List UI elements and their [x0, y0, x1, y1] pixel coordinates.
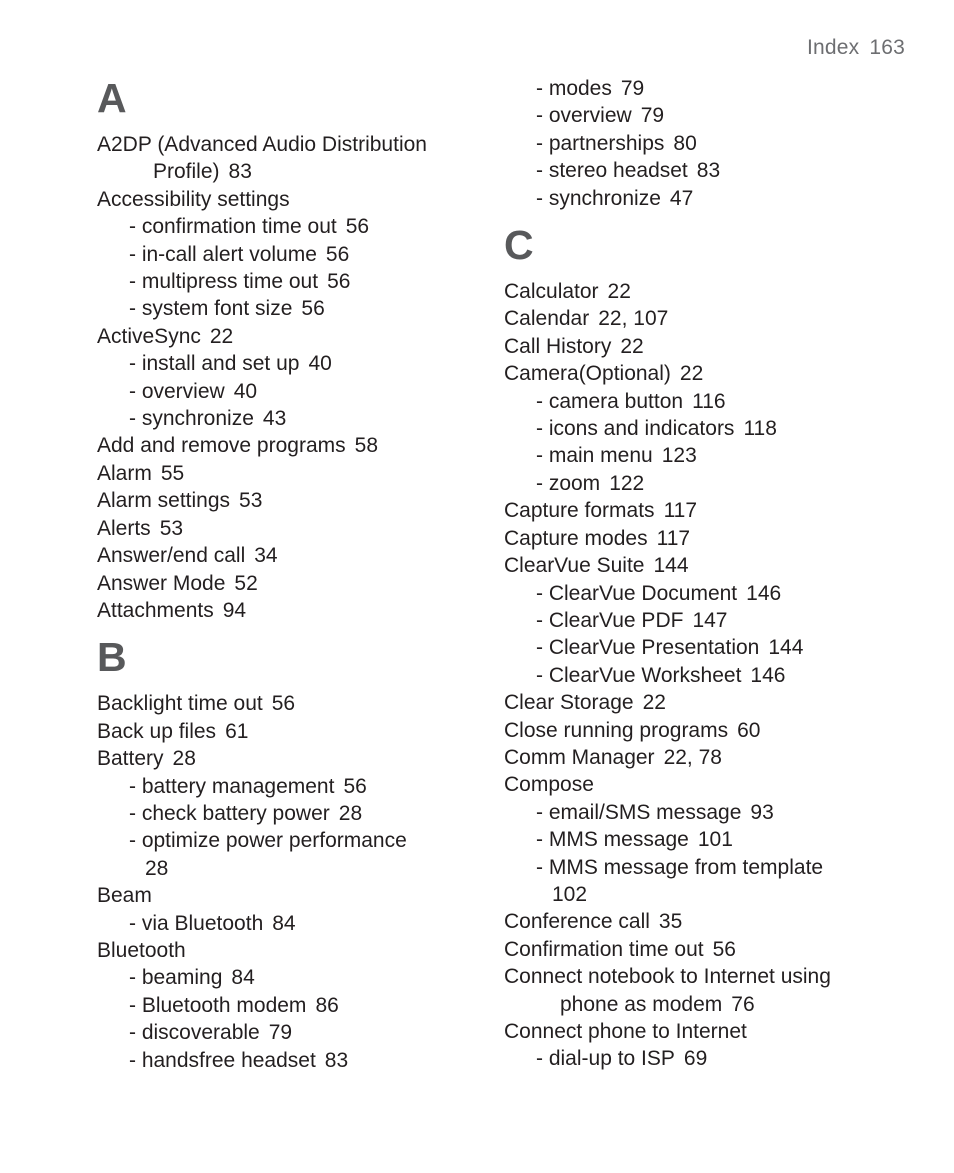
entry-page-ref: 56 [327, 270, 351, 294]
entry-term: - synchronize [129, 407, 254, 431]
entry-term: Calendar [504, 307, 590, 331]
entry-term: - multipress time out [129, 270, 319, 294]
entry-term: - handsfree headset [129, 1048, 316, 1072]
entry-term: - beaming [129, 966, 223, 990]
entry-page-ref: 69 [683, 1047, 708, 1071]
entry-term: Alarm [97, 461, 152, 485]
entry-term: Conference call [504, 910, 650, 934]
entry-page-ref: 123 [661, 444, 697, 468]
entry-term: Camera(Optional) [504, 362, 671, 386]
entry-page-ref: 40 [308, 352, 332, 376]
index-subentry [504, 607, 904, 634]
entry-page-ref: 43 [262, 407, 287, 431]
index-entry [97, 690, 497, 717]
entry-term: - discoverable [129, 1021, 260, 1045]
entry-term: Connect phone to Internet [504, 1020, 747, 1043]
entry-page-ref: 80 [673, 131, 697, 155]
index-entry [97, 515, 497, 542]
entry-page-ref: 146 [746, 581, 782, 605]
index-entry [504, 963, 904, 990]
index-entry [97, 745, 497, 772]
entry-page-ref: 22, 107 [598, 307, 669, 331]
entry-term: - modes [536, 77, 612, 100]
entry-term: Add and remove programs [97, 434, 346, 458]
index-subentry [504, 634, 904, 661]
entry-page-ref: 116 [692, 389, 726, 413]
entry-term: - check battery power [129, 801, 330, 825]
entry-page-ref: 34 [254, 544, 278, 568]
entry-term: Alarm settings [97, 489, 231, 513]
index-subentry [97, 773, 497, 800]
entry-term: - confirmation time out [129, 215, 337, 239]
index-subentry [97, 350, 497, 377]
index-subentry [504, 102, 904, 129]
index-letter-heading: A [97, 75, 127, 121]
entry-term: Beam [97, 884, 152, 908]
index-subentry [504, 854, 904, 881]
entry-page-ref: 40 [233, 379, 258, 403]
entry-term: - optimize power performance [129, 829, 407, 853]
entry-term: - main menu [536, 444, 653, 468]
index-subentry [97, 855, 497, 882]
entry-term: Call History [504, 334, 612, 358]
entry-term: 102 [552, 882, 588, 906]
entry-term: - email/SMS message [536, 800, 742, 824]
entry-term: - MMS message from template [536, 855, 824, 879]
index-subentry [97, 241, 497, 268]
entry-page-ref: 56 [325, 242, 350, 266]
index-entry [504, 305, 904, 332]
index-entry [504, 908, 904, 935]
entry-term: Connect notebook to Internet using [504, 965, 831, 989]
index-subentry [97, 1047, 497, 1074]
entry-page-ref: 22 [679, 362, 704, 386]
index-entry [97, 570, 497, 597]
entry-term: Battery [97, 747, 164, 771]
entry-term: - zoom [536, 471, 601, 495]
index-entry [97, 432, 497, 459]
entry-term: ClearVue Suite [504, 554, 645, 578]
index-entry [97, 882, 497, 909]
entry-term: - stereo headset [536, 159, 688, 183]
entry-term: - battery management [129, 774, 335, 798]
entry-page-ref: 52 [234, 571, 258, 595]
index-entry [97, 186, 497, 213]
entry-page-ref: 28 [338, 801, 363, 825]
entry-term: Confirmation time out [504, 937, 704, 961]
index-subentry [97, 213, 497, 240]
entry-page-ref: 79 [268, 1021, 293, 1045]
entry-page-ref: 117 [663, 499, 698, 523]
index-entry [504, 991, 904, 1018]
index-subentry [504, 881, 904, 908]
index-subentry [504, 75, 904, 102]
entry-page-ref: 147 [692, 608, 728, 632]
index-subentry [504, 470, 904, 497]
index-entry [504, 717, 904, 744]
entry-term: - overview [536, 104, 632, 128]
entry-page-ref: 122 [609, 471, 645, 495]
page-header [807, 36, 905, 60]
entry-term: - via Bluetooth [129, 911, 264, 935]
entry-term: Answer Mode [97, 571, 226, 595]
entry-page-ref: 84 [231, 966, 255, 990]
section-title: Index [806, 36, 860, 59]
entry-term: Back up files [97, 719, 217, 743]
entry-page-ref: 144 [653, 554, 689, 578]
entry-term: Profile) [153, 160, 220, 184]
entry-page-ref: 55 [160, 461, 185, 485]
entry-page-ref: 94 [222, 598, 247, 622]
entry-term: - camera button [536, 389, 684, 413]
entry-page-ref: 47 [669, 186, 694, 210]
index-entry [504, 525, 904, 552]
index-subentry [504, 580, 904, 607]
index-subentry [504, 1045, 904, 1072]
index-entry [97, 158, 497, 185]
index-subentry [97, 295, 497, 322]
index-entry [97, 718, 497, 745]
index-entry [97, 323, 497, 350]
index-subentry [504, 826, 904, 853]
entry-page-ref: 22 [642, 691, 666, 715]
entry-page-ref: 117 [656, 526, 691, 550]
entry-term: Accessibility settings [97, 187, 290, 211]
entry-page-ref: 101 [697, 828, 733, 852]
entry-page-ref: 56 [301, 297, 325, 321]
entry-term: - partnerships [536, 131, 665, 155]
entry-term: Clear Storage [504, 691, 634, 715]
entry-page-ref: 53 [159, 516, 184, 540]
index-subentry [97, 1019, 497, 1046]
index-entry [504, 497, 904, 524]
index-subentry [97, 800, 497, 827]
index-entry [504, 744, 904, 771]
entry-term: - ClearVue Document [536, 581, 738, 605]
index-subentry [504, 388, 904, 415]
entry-page-ref: 22, 78 [663, 745, 722, 769]
index-entry [504, 360, 904, 387]
entry-term: Capture formats [504, 499, 655, 523]
entry-page-ref: 22 [209, 324, 234, 348]
index-column-left [97, 73, 497, 1074]
index-subentry [504, 157, 904, 184]
index-entry [504, 771, 904, 798]
index-entry [504, 278, 904, 305]
entry-term: Alerts [97, 516, 151, 540]
entry-page-ref: 28 [172, 747, 196, 771]
entry-page-ref: 76 [731, 992, 755, 1016]
index-subentry [504, 130, 904, 157]
entry-page-ref: 56 [345, 215, 370, 239]
index-letter-heading: C [504, 222, 534, 269]
entry-term: phone as modem [560, 992, 723, 1016]
entry-term: Bluetooth [97, 938, 186, 962]
index-entry [504, 689, 904, 716]
entry-page-ref: 83 [324, 1048, 349, 1072]
index-entry [97, 542, 497, 569]
index-subentry [97, 827, 497, 854]
entry-term: ActiveSync [97, 324, 201, 348]
entry-term: Close running programs [504, 718, 729, 742]
entry-term: 28 [145, 856, 169, 880]
entry-term: - icons and indicators [536, 417, 735, 441]
index-entry [504, 552, 904, 579]
entry-page-ref: 79 [620, 77, 645, 100]
index-subentry [97, 964, 497, 991]
entry-term: - Bluetooth modem [129, 993, 307, 1017]
entry-page-ref: 93 [750, 800, 774, 824]
entry-term: - overview [129, 379, 225, 403]
index-subentry [97, 405, 497, 432]
entry-page-ref: 58 [354, 434, 378, 458]
entry-page-ref: 61 [225, 719, 249, 743]
index-subentry [504, 799, 904, 826]
index-subentry [504, 662, 904, 689]
entry-term: - MMS message [536, 828, 689, 852]
entry-term: - in-call alert volume [129, 242, 317, 266]
index-subentry [504, 415, 904, 442]
entry-page-ref: 22 [620, 334, 644, 358]
entry-page-ref: 22 [607, 280, 631, 304]
entry-term: - ClearVue PDF [536, 608, 684, 632]
index-subentry [504, 442, 904, 469]
entry-term: - dial-up to ISP [536, 1047, 675, 1071]
entry-term: Attachments [97, 598, 214, 622]
index-entry [97, 460, 497, 487]
index-entry [504, 333, 904, 360]
entry-page-ref: 35 [658, 910, 683, 934]
entry-page-ref: 83 [228, 160, 252, 184]
entry-term: Calculator [504, 280, 599, 304]
index-subentry [97, 992, 497, 1019]
entry-term: - synchronize [536, 186, 661, 210]
page-number: 163 [869, 36, 905, 59]
entry-term: - install and set up [129, 352, 300, 376]
entry-page-ref: 56 [271, 692, 296, 716]
entry-term: - ClearVue Presentation [536, 636, 760, 660]
index-entry [504, 936, 904, 963]
index-subentry [97, 378, 497, 405]
index-entry [97, 937, 497, 964]
index-subentry [97, 268, 497, 295]
index-column-right [504, 75, 904, 1073]
entry-term: A2DP (Advanced Audio Distribution [97, 133, 427, 156]
entry-term: - system font size [129, 297, 293, 321]
entry-page-ref: 79 [640, 104, 665, 128]
index-subentry [504, 185, 904, 212]
entry-page-ref: 118 [743, 417, 777, 441]
entry-term: - ClearVue Worksheet [536, 663, 742, 687]
entry-page-ref: 56 [712, 937, 736, 961]
entry-term: Backlight time out [97, 692, 263, 716]
entry-term: Answer/end call [97, 544, 246, 568]
index-entry [97, 131, 497, 158]
entry-page-ref: 86 [315, 993, 339, 1017]
entry-page-ref: 146 [750, 663, 786, 687]
entry-page-ref: 53 [239, 489, 263, 513]
entry-page-ref: 56 [343, 774, 367, 798]
index-entry [504, 1018, 904, 1045]
entry-term: Compose [504, 773, 594, 797]
index-entry [97, 487, 497, 514]
entry-page-ref: 84 [272, 911, 296, 935]
index-entry [97, 597, 497, 624]
entry-page-ref: 83 [696, 159, 721, 183]
entry-page-ref: 60 [737, 718, 761, 742]
entry-term: Comm Manager [504, 745, 655, 769]
index-letter-heading: B [97, 634, 127, 681]
entry-page-ref: 144 [768, 636, 804, 660]
index-subentry [97, 910, 497, 937]
entry-term: Capture modes [504, 526, 648, 550]
